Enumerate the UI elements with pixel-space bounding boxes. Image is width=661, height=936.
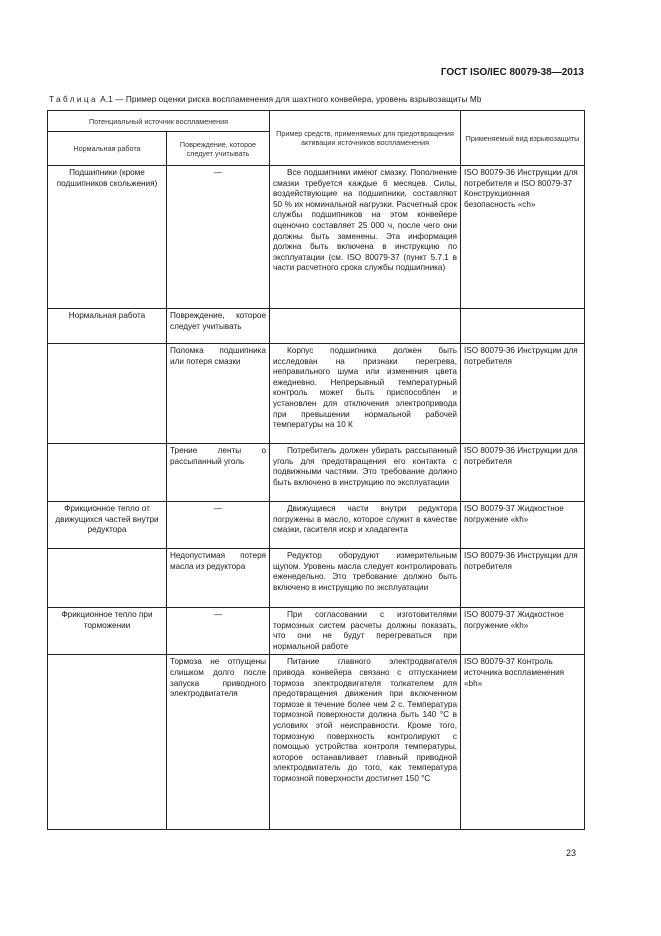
cell-protection: ISO 80079-36 Инструкции для потребителя и ISO 80079-37 Конструкционная безопасность «ch»	[461, 166, 585, 309]
table-row	[48, 444, 585, 502]
document-header: ГОСТ ISO/IEC 80079-38—2013	[440, 67, 584, 78]
caption-text: А.1 — Пример оценки риска воспламенения для шахтного конвейера, уровень взрывозащиты Mb	[100, 95, 482, 104]
cell-normal-operation: Фрикционное тепло при торможении	[48, 608, 167, 655]
table-row	[48, 655, 585, 830]
cell-normal-operation	[48, 344, 167, 444]
cell-normal-operation	[48, 444, 167, 502]
cell-damage: Тормоза не отпущены слишком долго после запуска приводного электродвигателя	[167, 655, 270, 830]
cell-normal-operation: Фрикционное тепло от движущихся частей внутри редуктора	[48, 502, 167, 549]
cell-normal-operation: Подшипники (кроме подшипников скольжения)	[48, 166, 167, 309]
cell-protection: ISO 80079-37 Контроль источника воспламенения «bh»	[461, 655, 585, 830]
cell-protection: ISO 80079-36 Инструкции для потребителя	[461, 549, 585, 608]
caption-label: Таблица	[49, 95, 98, 104]
cell-damage: Поломка подшипника или потеря смазки	[167, 344, 270, 444]
ignition-risk-table	[47, 110, 585, 830]
cell-damage: —	[167, 502, 270, 549]
table-row	[48, 166, 585, 309]
cell-normal-operation	[48, 655, 167, 830]
page-number: 23	[566, 848, 577, 858]
cell-damage: —	[167, 608, 270, 655]
cell-normal-operation	[48, 549, 167, 608]
cell-protection: ISO 80079-37 Жидкостное погружение «kh»	[461, 608, 585, 655]
header-damage: Повреждение, которое следует учитывать	[167, 132, 270, 166]
cell-means: Редуктор оборудуют измерительным щупом. Уровень масла следует контролировать еженедельно. Это требование должно быть включено в инструкцию по эксплуатации	[270, 549, 461, 608]
header-ignition-source: Потенциальный источник воспламенения	[48, 111, 270, 132]
cell-damage: Недопустимая потеря масла из редуктора	[167, 549, 270, 608]
header-normal-operation: Нормальная работа	[48, 132, 167, 166]
cell-means: Потребитель должен убирать рассыпанный уголь для предотвращения его контакта с подвижными частями. Это требование должно быть включено в инструкцию по эксплуатации	[270, 444, 461, 502]
table-row	[48, 309, 585, 344]
header-protection: Применяемый вид взрывозащиты	[461, 111, 585, 166]
cell-protection	[461, 309, 585, 344]
table-row	[48, 344, 585, 444]
cell-damage: Трение ленты о рассыпанный уголь	[167, 444, 270, 502]
table-row	[48, 549, 585, 608]
table-caption	[49, 95, 589, 104]
cell-protection: ISO 80079-36 Инструкции для потребителя	[461, 344, 585, 444]
table-row	[48, 608, 585, 655]
cell-means: При согласовании с изготовителями тормозных систем расчеты должны показать, что они не будут перегреваться при нормальной работе	[270, 608, 461, 655]
cell-normal-operation: Нормальная работа	[48, 309, 167, 344]
cell-protection: ISO 80079-37 Жидкостное погружение «kh»	[461, 502, 585, 549]
cell-protection: ISO 80079-36 Инструкции для потребителя	[461, 444, 585, 502]
cell-means: Движущиеся части внутри редуктора погружены в масло, которое служит в качестве смазки, гасителя искр и хладагента	[270, 502, 461, 549]
cell-means: Все подшипники имеют смазку. Пополнение смазки требуется каждые 6 месяцев. Силы, воздействующие на подшипники, составляют 50 % их номинальной нагрузки. Расчетный срок службы подшипников на этом конвейере оценочно составляет 25 000 ч, после чего они должны быть заменены. Эта информация должна быть включена в инструкцию по эксплуатации (см. ISO 80079-37 (пункт 5.7.1 в части расчетного срока службы подшипника)	[270, 166, 461, 309]
cell-means: Корпус подшипника должен быть исследован на признаки перегрева, неправильного шума или изменения цвета ежедневно. Непрерывный температурный контроль может быть приспособлен и установлен для отключения электропривода при превышении нормальной рабочей температуры на 10 К	[270, 344, 461, 444]
cell-damage: —	[167, 166, 270, 309]
cell-means	[270, 309, 461, 344]
cell-damage: Повреждение, которое следует учитывать	[167, 309, 270, 344]
cell-means: Питание главного электродвигателя привода конвейера связано с отпусканием тормоза электродвигателя толкателем для предотвращения движения при включенном тормозе в течение более чем 2 с. Температура тормозной поверхности должна быть 140 °С в условиях этой неисправности. Кроме того, тормозную поверхность контролируют с помощью устройства контроля температуры, которое останавливает главный приводной электродвигатель до того, как температура тормозной поверхности достигнет 150 °С	[270, 655, 461, 830]
header-means: Пример средств, применяемых для предотвращения активации источников воспламенения	[270, 111, 461, 166]
table-row	[48, 502, 585, 549]
